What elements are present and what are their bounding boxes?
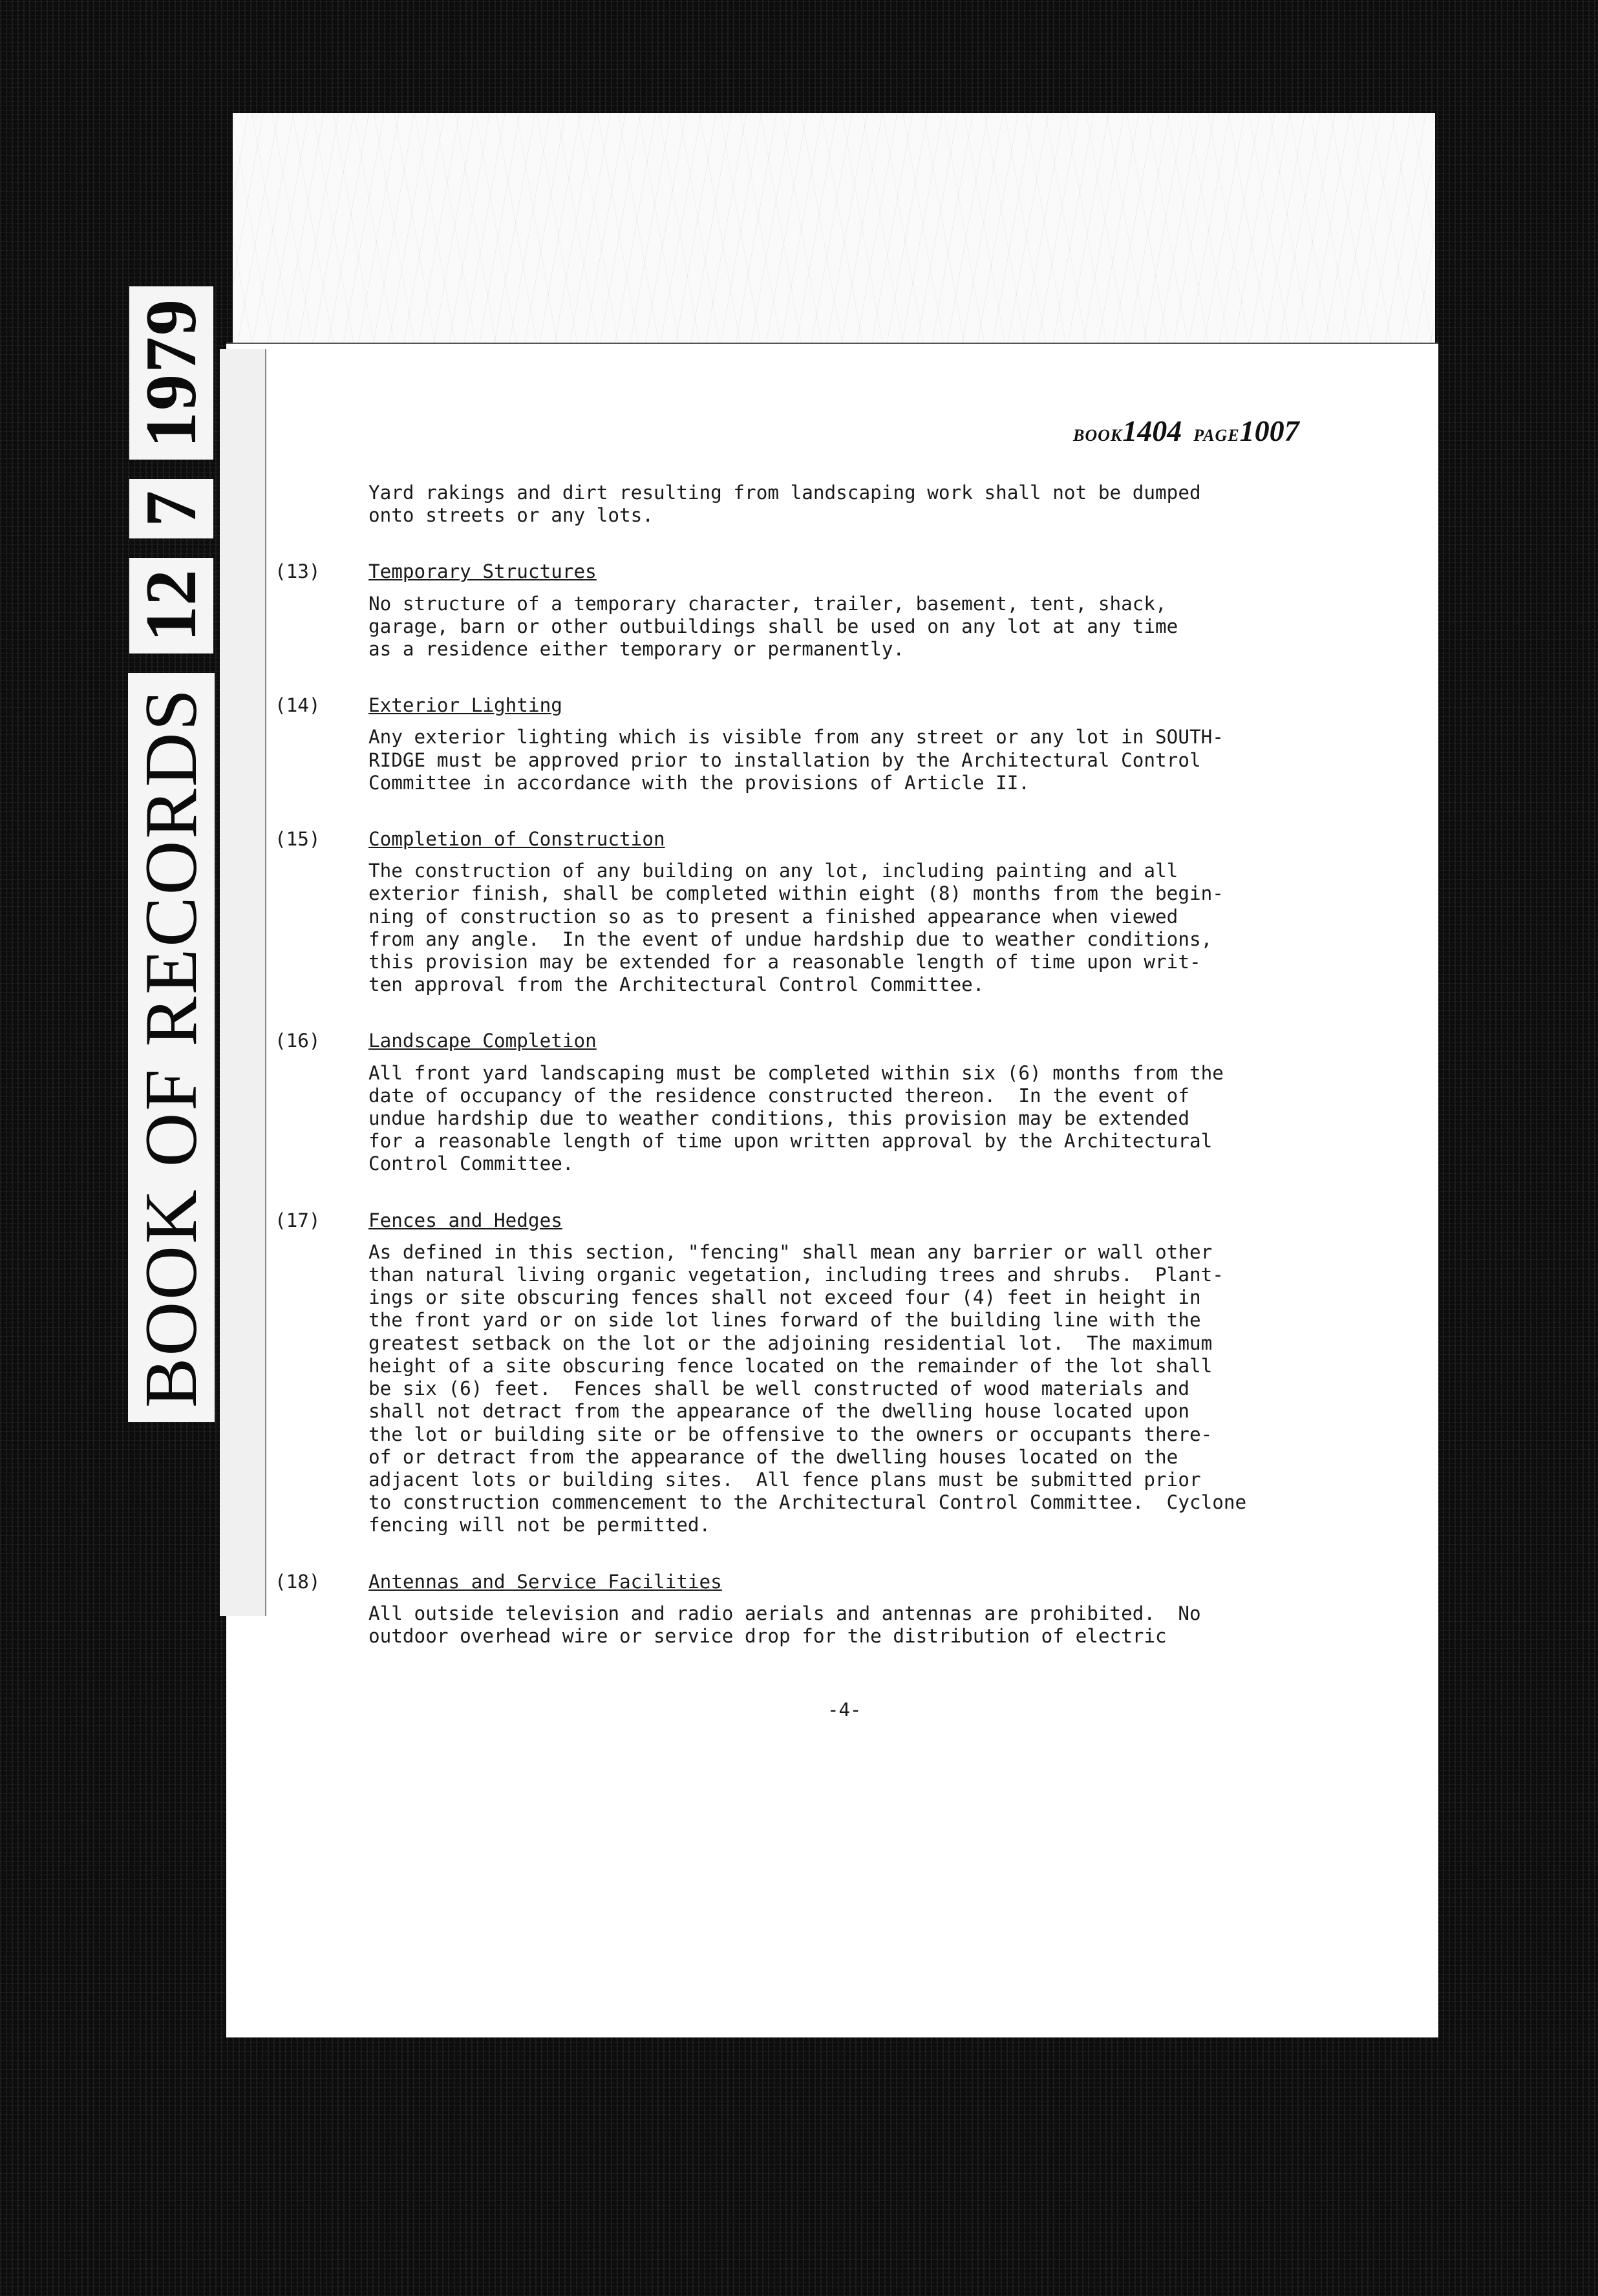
spine-month: 12: [129, 558, 213, 654]
text-line: All front yard landscaping must be completed within six (6) months from the: [368, 1061, 1224, 1084]
text-line: the front yard or on side lot lines forward of the building line with the: [368, 1309, 1201, 1332]
section-14: [275, 694, 1338, 794]
text-line: As defined in this section, "fencing" shall mean any barrier or wall other: [368, 1240, 1213, 1263]
text-line: undue hardship due to weather conditions, this provision may be extended: [368, 1107, 1189, 1130]
section-17: [275, 1209, 1338, 1537]
book-spine-label: [123, 162, 220, 1422]
text-line: garage, barn or other outbuildings shall be used on any lot at any time: [368, 615, 1178, 637]
section-number: (16): [275, 1030, 321, 1052]
text-line: onto streets or any lots.: [368, 504, 654, 527]
text-line: this provision may be extended for a reasonable length of time upon writ-: [368, 951, 1201, 973]
section-15: [275, 828, 1338, 996]
text-line: greatest setback on the lot or the adjoining residential lot. The maximum: [368, 1332, 1213, 1354]
text-line: than natural living organic vegetation, including trees and shrubs. Plant-: [368, 1264, 1224, 1286]
book-number: 1404: [1122, 414, 1182, 447]
text-line: ning of construction so as to present a finished appearance when viewed: [368, 905, 1178, 928]
spine-title: BOOK OF RECORDS: [128, 673, 215, 1422]
book-page-stamp: [1073, 414, 1311, 448]
text-line: of or detract from the appearance of the dwelling houses located on the: [368, 1445, 1178, 1468]
section-number: (15): [275, 828, 321, 851]
text-line: Control Committee.: [368, 1153, 574, 1175]
spine-year: 1979: [129, 286, 213, 460]
text-line: exterior finish, shall be completed within eight (8) months from the begin-: [368, 882, 1224, 905]
text-line: Yard rakings and dirt resulting from landscaping work shall not be dumped: [368, 482, 1201, 504]
spine-label-row: [123, 162, 220, 1422]
paper-left-edge: [220, 349, 266, 1616]
text-line: Any exterior lighting which is visible from any street or any lot in SOUTH-: [368, 726, 1224, 749]
text-line: RIDGE must be approved prior to installation by the Architectural Control: [368, 749, 1201, 771]
text-line: All outside television and radio aerials and antennas are prohibited. No: [368, 1602, 1201, 1624]
text-line: Committee in accordance with the provisions of Article II.: [368, 771, 1030, 794]
document-content: [275, 482, 1338, 1648]
section-number: (14): [275, 694, 321, 717]
book-label: BOOK: [1073, 426, 1123, 445]
section-16: [275, 1030, 1338, 1175]
section-heading: Landscape Completion: [368, 1030, 597, 1052]
text-line: for a reasonable length of time upon written approval by the Architectural: [368, 1130, 1213, 1153]
text-line: outdoor overhead wire or service drop for the distribution of electric: [368, 1624, 1167, 1647]
section-13: [275, 560, 1338, 661]
section-heading: Completion of Construction: [368, 828, 665, 851]
text-line: No structure of a temporary character, trailer, basement, tent, shack,: [368, 592, 1167, 615]
text-line: adjacent lots or building sites. All fence plans must be submitted prior: [368, 1468, 1201, 1491]
text-line: ten approval from the Architectural Control Committee.: [368, 973, 985, 996]
text-line: be six (6) feet. Fences shall be well constructed of wood materials and: [368, 1377, 1189, 1400]
text-line: date of occupancy of the residence constructed thereon. In the event of: [368, 1084, 1189, 1107]
section-heading: Antennas and Service Facilities: [368, 1570, 722, 1593]
text-line: ings or site obscuring fences shall not exceed four (4) feet in height in: [368, 1286, 1201, 1309]
section-number: (17): [275, 1209, 321, 1231]
text-line: fencing will not be permitted.: [368, 1514, 711, 1536]
text-line: The construction of any building on any lot, including painting and all: [368, 860, 1178, 882]
section-number: (18): [275, 1570, 321, 1593]
intro-paragraph: [368, 482, 1338, 527]
page-number: 1007: [1239, 414, 1299, 447]
section-heading: Exterior Lighting: [368, 694, 562, 717]
text-line: height of a site obscuring fence located on the remainder of the lot shall: [368, 1354, 1213, 1377]
page-label: PAGE: [1193, 426, 1240, 445]
section-heading: Fences and Hedges: [368, 1209, 562, 1231]
page-number-footer: -4-: [827, 1699, 862, 1721]
text-line: as a residence either temporary or permanently.: [368, 638, 904, 661]
section-18: [275, 1570, 1338, 1648]
spine-day: 7: [129, 479, 213, 538]
text-line: the lot or building site or be offensive to the owners or occupants there-: [368, 1423, 1213, 1445]
paper-top-strip: [233, 113, 1435, 352]
text-line: to construction commencement to the Architectural Control Committee. Cyclone: [368, 1491, 1247, 1514]
section-number: (13): [275, 560, 321, 583]
text-line: from any angle. In the event of undue hardship due to weather conditions,: [368, 928, 1213, 950]
text-line: shall not detract from the appearance of the dwelling house located upon: [368, 1400, 1189, 1423]
section-heading: Temporary Structures: [368, 560, 597, 583]
